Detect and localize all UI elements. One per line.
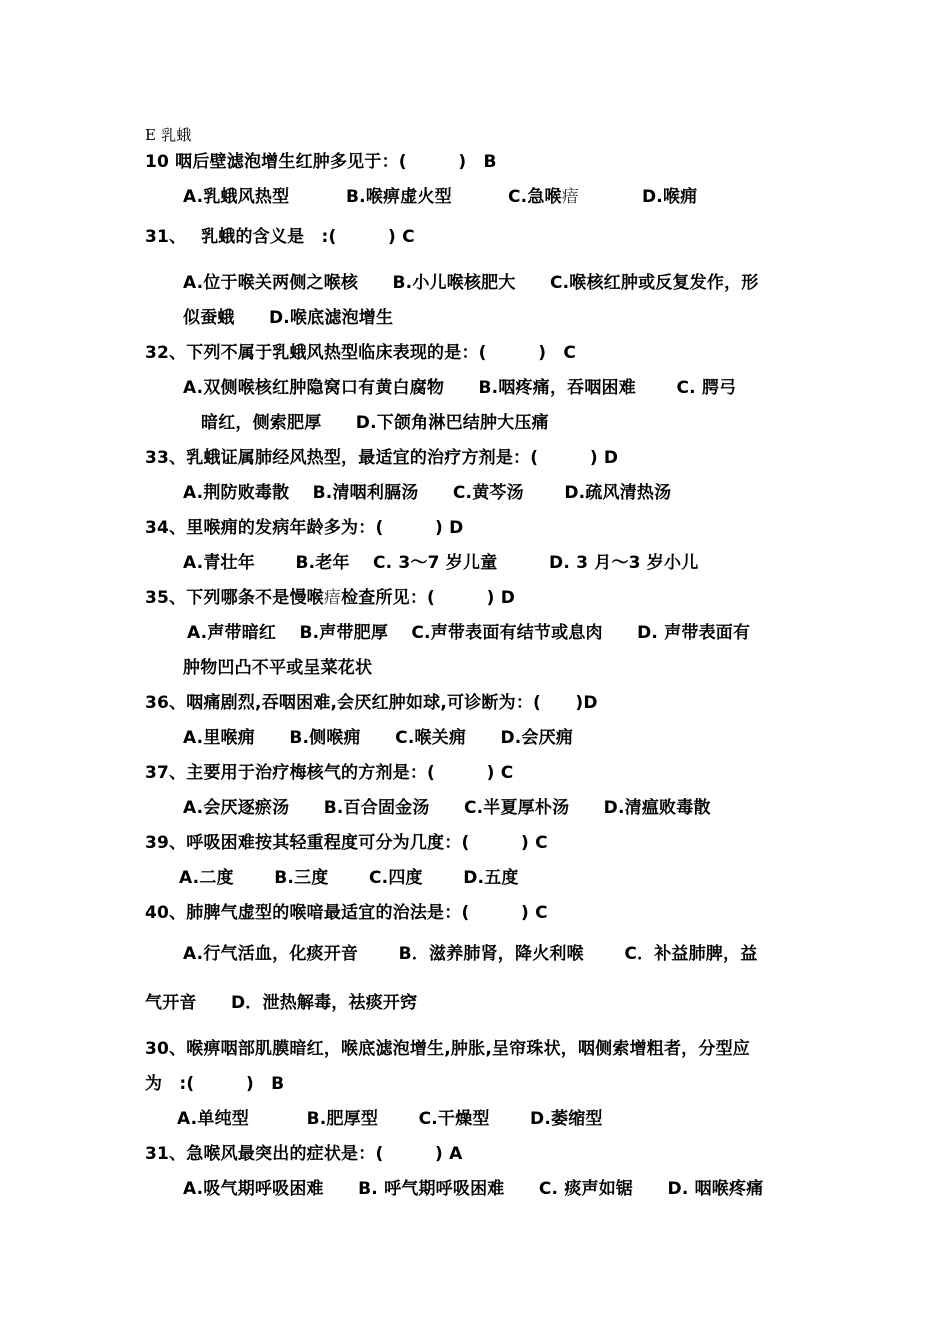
- question-33: 33、乳蛾证属肺经风热型，最适宜的治疗方剂是：( ) D: [145, 448, 619, 468]
- question-39: 39、呼吸困难按其轻重程度可分为几度：( ) C: [145, 833, 548, 853]
- question-34: 34、里喉痈的发病年龄多为：( ) D: [145, 518, 464, 538]
- question-36: 36、咽痛剧烈,吞咽困难,会厌红肿如球,可诊断为：( )D: [145, 693, 598, 713]
- option-a: A.乳蛾风热型: [183, 187, 290, 207]
- question-10: 10 咽后壁滤泡增生红肿多见于：( ) B: [145, 152, 497, 172]
- question-35-text-a: 35、下列哪条不是慢喉: [145, 588, 324, 608]
- question-35-text-b: 检查所见：( ) D: [341, 588, 516, 608]
- option-d: D.喉痈: [642, 187, 698, 207]
- question-40-options-1: A.行气活血，化痰开音 B．滋养肺肾，降火利喉 C．补益肺脾，益: [183, 944, 758, 964]
- question-32-options-1: A.双侧喉核红肿隐窝口有黄白腐物 B.咽疼痛，吞咽困难 C. 腭弓: [183, 378, 737, 398]
- line-e-option: E 乳蛾: [145, 126, 192, 144]
- question-31a-options-1: A.位于喉关两侧之喉核 B.小儿喉核肥大 C.喉核红肿或反复发作，形: [183, 273, 759, 293]
- question-31b-options: A.吸气期呼吸困难 B. 呼气期呼吸困难 C. 痰声如锯 D. 咽喉疼痛: [183, 1179, 764, 1199]
- question-10-options: [183, 186, 697, 208]
- option-c-text: C.急喉: [508, 187, 562, 207]
- question-33-options: A.荆防败毒散 B.清咽利膈汤 C.黄芩汤 D.疏风清热汤: [183, 483, 672, 503]
- question-37: 37、主要用于治疗梅核气的方剂是：( ) C: [145, 763, 514, 783]
- question-32-options-2: 暗红，侧索肥厚 D.下颌角淋巴结肿大压痛: [201, 413, 549, 433]
- question-32: 32、下列不属于乳蛾风热型临床表现的是：( ) C: [145, 343, 577, 363]
- question-37-options: A.会厌逐瘀汤 B.百合固金汤 C.半夏厚朴汤 D.清瘟败毒散: [183, 798, 711, 818]
- question-40: 40、肺脾气虚型的喉喑最适宜的治法是：( ) C: [145, 903, 548, 923]
- question-39-options: A.二度 B.三度 C.四度 D.五度: [179, 868, 519, 888]
- question-34-options: A.青壮年 B.老年 C. 3～7 岁儿童 D. 3 月～3 岁小儿: [183, 553, 699, 573]
- question-36-options: A.里喉痈 B.侧喉痈 C.喉关痈 D.会厌痈: [183, 728, 574, 748]
- option-c: [508, 186, 642, 208]
- question-35: [145, 587, 515, 609]
- question-31b: 31、急喉风最突出的症状是：( ) A: [145, 1144, 463, 1164]
- question-30: 30、喉痹咽部肌膜暗红，喉底滤泡增生,肿胀,呈帘珠状，咽侧索增粗者，分型应: [145, 1039, 750, 1059]
- question-30-options: A.单纯型 B.肥厚型 C.干燥型 D.萎缩型: [177, 1109, 603, 1129]
- option-b: B.喉痹虚火型: [346, 187, 452, 207]
- question-35-options-2: 肿物凹凸不平或呈菜花状: [183, 658, 373, 678]
- question-35-char: 瘖: [323, 588, 342, 608]
- question-31a-options-2: 似蚕蛾 D.喉底滤泡增生: [183, 308, 394, 328]
- question-40-options-2: 气开音 D．泄热解毒，祛痰开窍: [145, 993, 418, 1013]
- question-30-continued: 为 :( ) B: [145, 1074, 285, 1094]
- option-c-char: 瘖: [561, 187, 579, 207]
- question-31a: 31、 乳蛾的含义是 :( ) C: [145, 227, 415, 247]
- question-35-options-1: A.声带暗红 B.声带肥厚 C.声带表面有结节或息肉 D. 声带表面有: [187, 623, 751, 643]
